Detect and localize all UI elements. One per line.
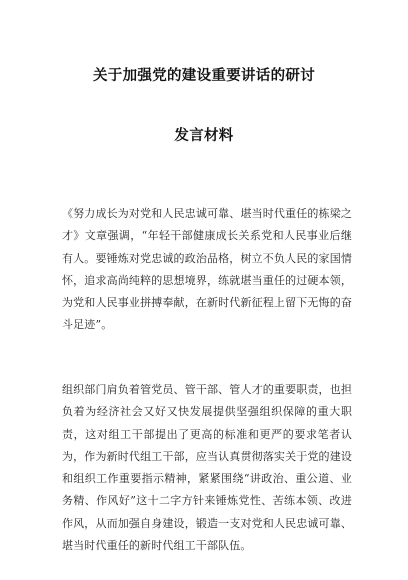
- document-subtitle: 发言材料: [174, 128, 234, 144]
- body-paragraph-1: 《努力成长为对党和人民忠诚可靠、堪当时代重任的栋梁之才》文章强调，“年轻干部健康成长关系党和人民事业后继有人。要锤炼对党忠诚的政治品格，树立不负人民的家国情怀，追求高尚纯粹的思想境界，练就堪当重任的过硬本领，为党和人民事业拼搏奉献，在新时代新征程上留下无悔的奋斗足迹”。: [62, 207, 352, 332]
- body-paragraph-2: 组织部门肩负着管党员、管干部、管人才的重要职责，也担负着为经济社会又好又快发展提供坚强组织保障的重大职责，这对组工干部提出了更高的标准和更严的要求笔者认为，作为新时代组工干部，应当认真贯彻落实关于党的建设和组织工作重要指示精神，紧紧围绕“讲政治、重公道、业务精、作风好”这十二字方针来锤炼党性、苦练本领、改进作风，从而加强自身建设，锻造一支对党和人民忠诚可靠、堪当时代重任的新时代组工干部队伍。: [62, 383, 352, 553]
- document-title: 关于加强党的建设重要讲话的研讨: [93, 68, 315, 84]
